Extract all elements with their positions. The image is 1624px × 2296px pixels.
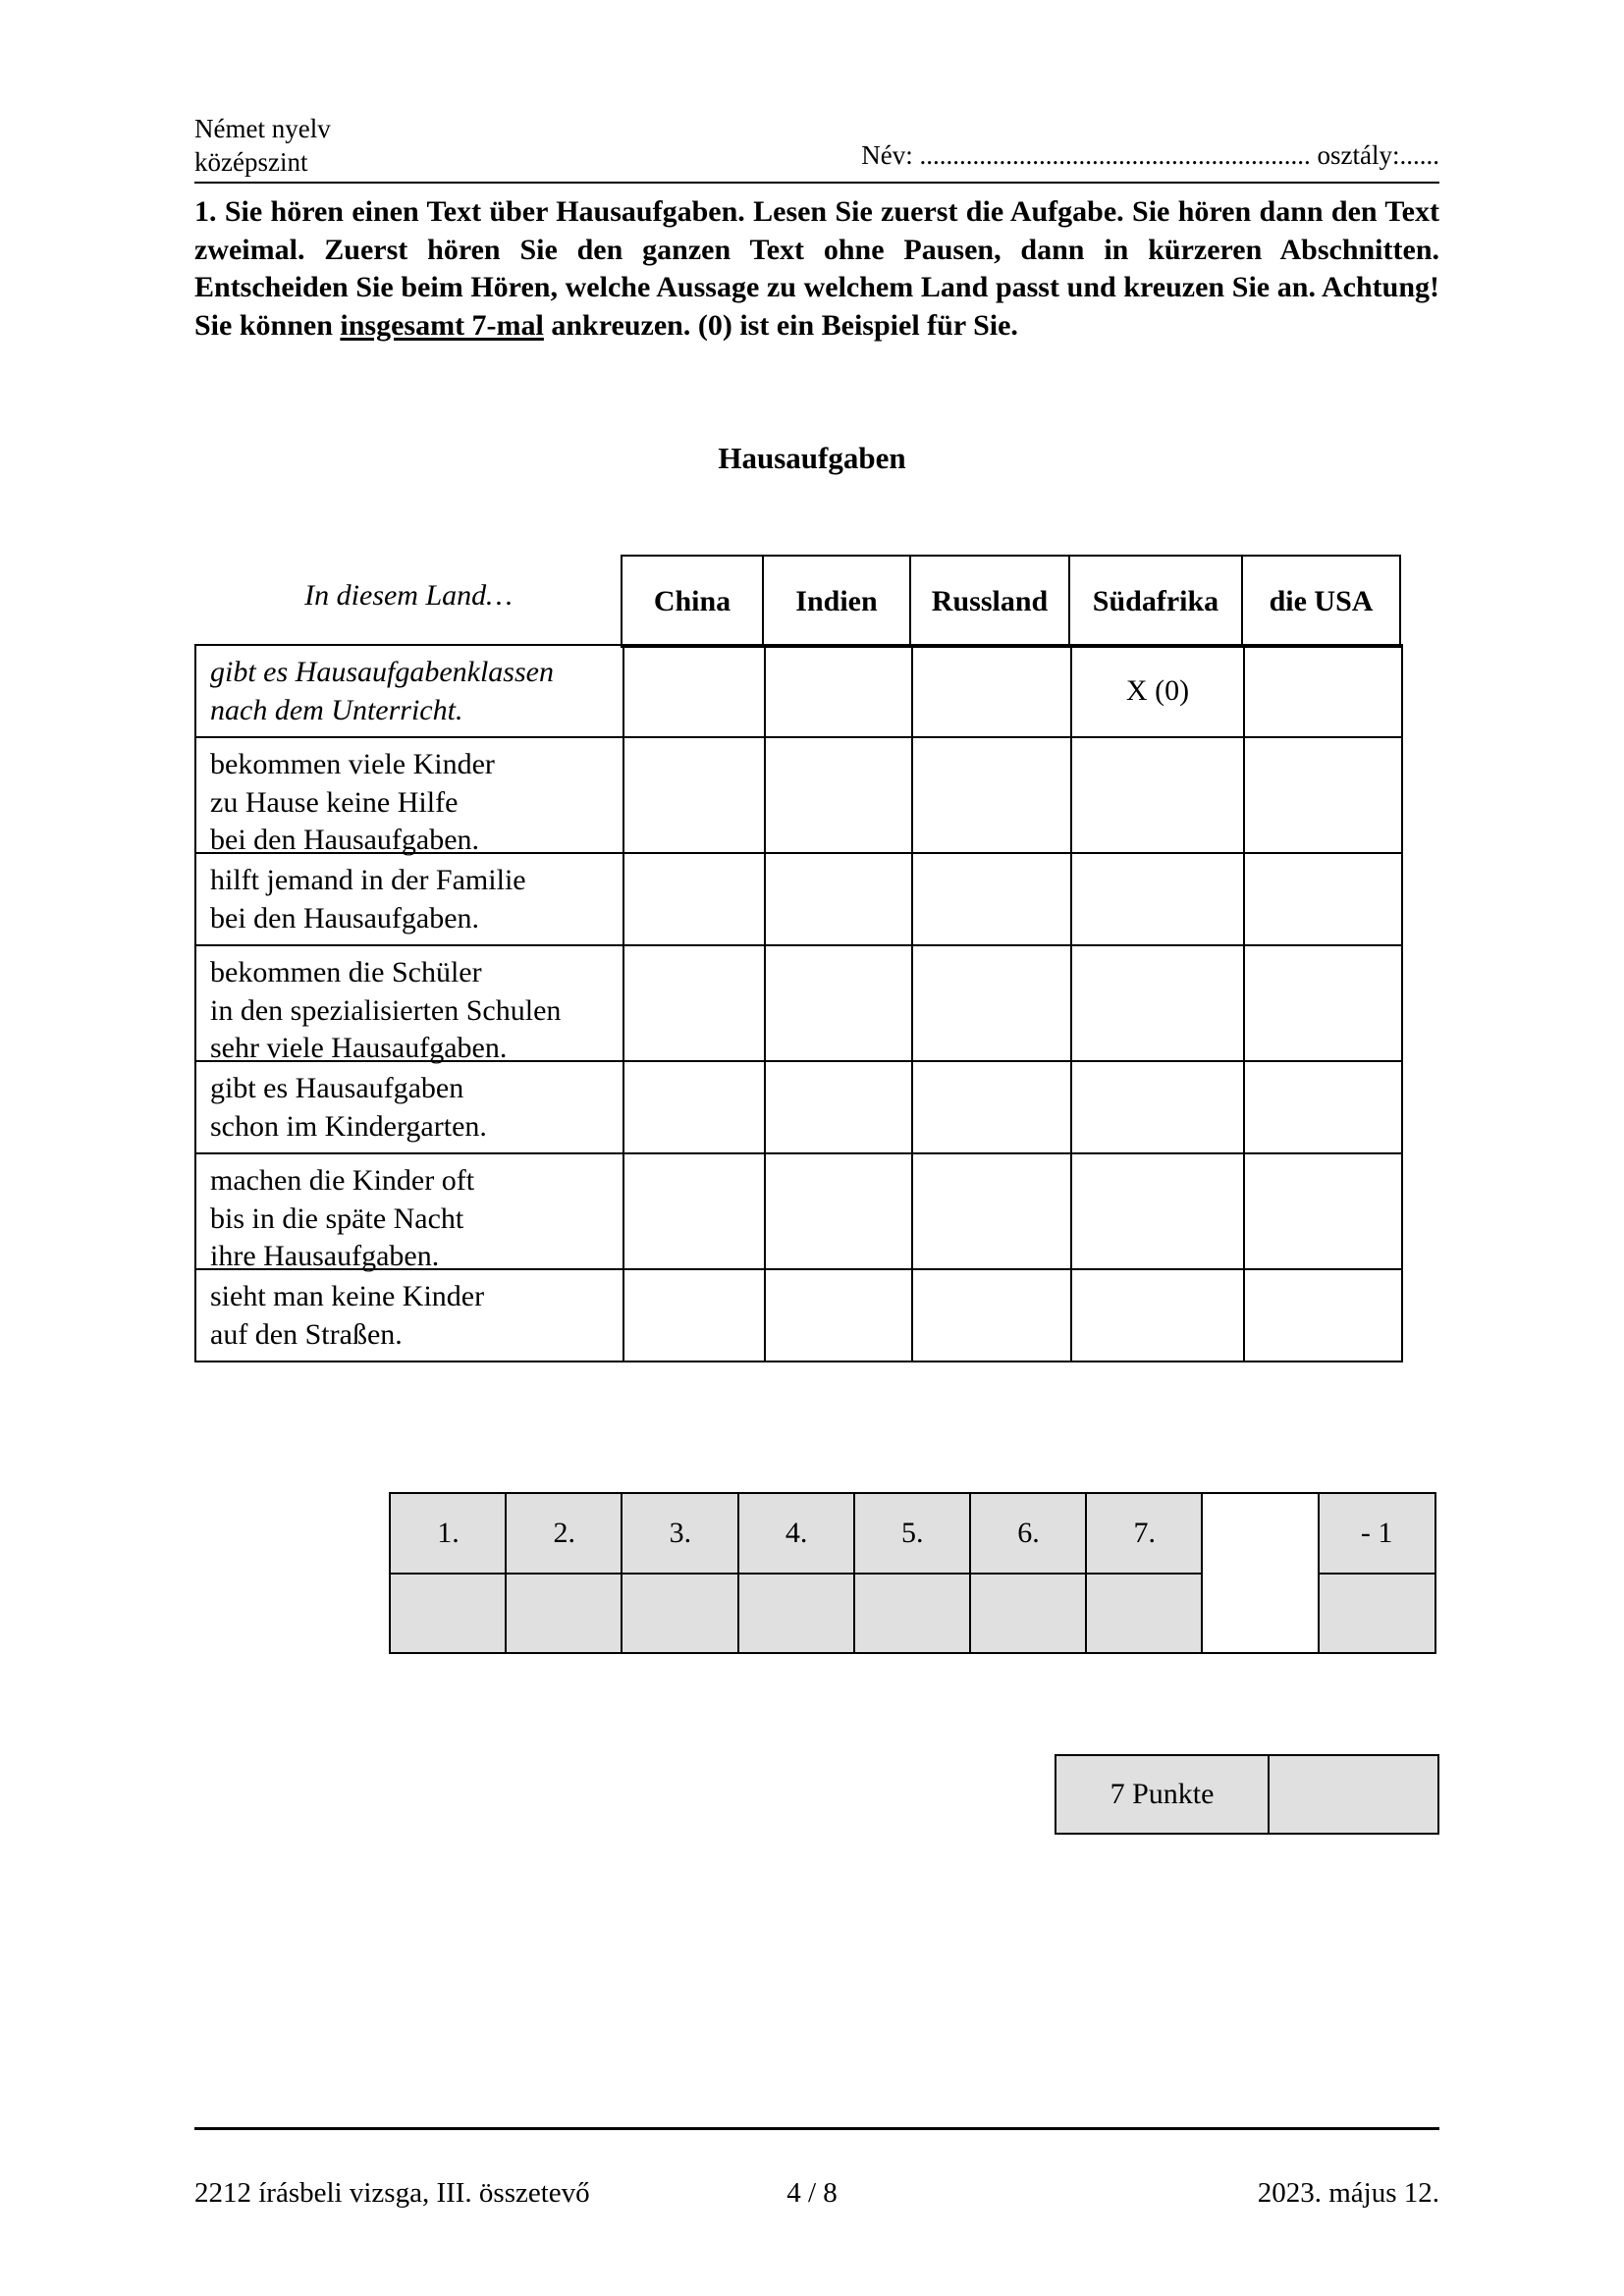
statement: [194, 852, 624, 946]
statement-line: bekommen viele Kinder: [210, 748, 495, 780]
answer-cell[interactable]: [1070, 736, 1245, 854]
table-row: [194, 1268, 1403, 1362]
scoring-table: [389, 1492, 1439, 1652]
answer-cell[interactable]: [911, 852, 1072, 946]
country-header: Russland: [909, 555, 1070, 648]
country-header: Südafrika: [1068, 555, 1243, 648]
header-divider: [194, 182, 1439, 184]
answer-cell[interactable]: [623, 852, 766, 946]
score-entry-cell[interactable]: [1085, 1573, 1204, 1654]
answer-cell[interactable]: [764, 1060, 913, 1154]
country-header: Indien: [762, 555, 911, 648]
points-label: 7 Punkte: [1055, 1754, 1270, 1835]
statement-line: sehr viele Hausaufgaben.: [210, 1032, 508, 1064]
instructions-underlined: insgesamt 7-mal: [340, 308, 544, 342]
answer-cell[interactable]: [764, 852, 913, 946]
example-mark: X (0): [1125, 674, 1190, 707]
answer-cell[interactable]: [764, 1152, 913, 1270]
answer-cell: [1243, 644, 1403, 738]
statement: [194, 736, 624, 854]
footer-divider: [194, 2127, 1439, 2130]
statement: [194, 1152, 624, 1270]
statement: [194, 944, 624, 1062]
statement: [194, 1268, 624, 1362]
statement-line: auf den Straßen.: [210, 1317, 403, 1351]
answer-cell: [1070, 644, 1245, 738]
score-entry-cell[interactable]: [505, 1573, 623, 1654]
answer-cell[interactable]: [1070, 852, 1245, 946]
score-item-label: 1.: [389, 1492, 508, 1575]
answer-cell[interactable]: [911, 1268, 1072, 1362]
answer-cell[interactable]: [1243, 852, 1403, 946]
statement-line: gibt es Hausaufgaben: [210, 1072, 464, 1104]
statement-line: ihre Hausaufgaben.: [210, 1240, 440, 1272]
answer-cell[interactable]: [911, 944, 1072, 1062]
statement-line: machen die Kinder oft: [210, 1164, 475, 1197]
answer-cell[interactable]: [764, 1268, 913, 1362]
score-item-label: 2.: [505, 1492, 623, 1575]
country-header: China: [621, 555, 764, 648]
score-deduction-label: - 1: [1318, 1492, 1436, 1575]
table-row: [194, 852, 1403, 946]
answer-cell[interactable]: [1243, 1152, 1403, 1270]
answer-cell[interactable]: [1243, 944, 1403, 1062]
score-blank-cell: [1201, 1492, 1320, 1654]
answer-cell: [764, 644, 913, 738]
statement-line: in den spezialisierten Schulen: [210, 993, 562, 1027]
score-item-label: 5.: [853, 1492, 972, 1575]
answer-cell: [623, 644, 766, 738]
table-row: [194, 736, 1403, 854]
answer-cell[interactable]: [623, 1152, 766, 1270]
statement-line: bis in die späte Nacht: [210, 1201, 464, 1235]
instructions-text-start: 1. Sie hören einen Text über Hausaufgaben. Lesen Sie zuerst die Aufgabe. Sie hören dann den Text zweimal. Zuerst hören Sie den ganzen Text ohne Pausen, dann in kürzeren Abschnitten. Entscheiden Sie beim Hören, welche Aussage zu welchem Land passt und kreuzen Sie an. Achtung! Sie können: [194, 195, 1439, 342]
statement-line: zu Hause keine Hilfe: [210, 785, 459, 819]
score-entry-cell[interactable]: [621, 1573, 739, 1654]
score-item-label: 6.: [969, 1492, 1088, 1575]
task-instructions: [194, 193, 1439, 345]
answer-cell[interactable]: [911, 1152, 1072, 1270]
answer-cell[interactable]: [911, 736, 1072, 854]
statement-line: bei den Hausaufgaben.: [210, 824, 480, 856]
points-score-field[interactable]: [1268, 1754, 1439, 1835]
answer-cell[interactable]: [1070, 1152, 1245, 1270]
answer-cell[interactable]: [1243, 736, 1403, 854]
country-header-row: [623, 555, 1401, 648]
answer-cell[interactable]: [764, 944, 913, 1062]
score-item-label: 3.: [621, 1492, 739, 1575]
answer-table: [194, 646, 1403, 1362]
footer-date: 2023. május 12.: [1257, 2177, 1439, 2209]
statement-line: bei den Hausaufgaben.: [210, 901, 480, 934]
page-number: 4 / 8: [786, 2177, 838, 2209]
answer-cell[interactable]: [1070, 1268, 1245, 1362]
answer-cell[interactable]: [911, 1060, 1072, 1154]
task-title: Hausaufgaben: [718, 441, 906, 475]
table-row: [194, 944, 1403, 1062]
answer-cell[interactable]: [764, 736, 913, 854]
statement-line: gibt es Hausaufgabenklassen: [210, 656, 554, 688]
statement: [194, 1060, 624, 1154]
score-item-label: 7.: [1085, 1492, 1204, 1575]
answer-cell[interactable]: [623, 944, 766, 1062]
answer-cell[interactable]: [623, 736, 766, 854]
table-row: [194, 1152, 1403, 1270]
score-entry-cell[interactable]: [853, 1573, 972, 1654]
answer-cell[interactable]: [1243, 1268, 1403, 1362]
score-entry-cell[interactable]: [1318, 1573, 1436, 1654]
table-row: [194, 1060, 1403, 1154]
answer-cell[interactable]: [1243, 1060, 1403, 1154]
table-row: [194, 644, 1403, 738]
example-statement: [194, 644, 624, 738]
statement-line: sieht man keine Kinder: [210, 1280, 485, 1312]
answer-cell[interactable]: [623, 1060, 766, 1154]
statement-line: nach dem Unterricht.: [210, 693, 463, 726]
answer-cell[interactable]: [1070, 944, 1245, 1062]
statement-line: hilft jemand in der Familie: [210, 864, 526, 896]
instructions-text-end: ankreuzen. (0) ist ein Beispiel für Sie.: [543, 308, 1018, 342]
answer-cell[interactable]: [1070, 1060, 1245, 1154]
level-label: középszint: [194, 147, 308, 177]
points-box: [1055, 1754, 1439, 1835]
statement-line: schon im Kindergarten.: [210, 1109, 487, 1143]
score-entry-cell[interactable]: [389, 1573, 508, 1654]
score-entry-cell[interactable]: [969, 1573, 1088, 1654]
table-header-label: In diesem Land…: [304, 579, 513, 612]
answer-cell[interactable]: [623, 1268, 766, 1362]
score-entry-cell[interactable]: [737, 1573, 856, 1654]
score-item-label: 4.: [737, 1492, 856, 1575]
footer-exam-info: 2212 írásbeli vizsga, III. összetevő: [194, 2177, 590, 2209]
statement-line: bekommen die Schüler: [210, 956, 482, 988]
answer-cell: [911, 644, 1072, 738]
name-class-field: Név: ........................................................... osztály:......: [861, 140, 1439, 170]
country-header: die USA: [1241, 555, 1401, 648]
subject-label: Német nyelv: [194, 114, 331, 143]
